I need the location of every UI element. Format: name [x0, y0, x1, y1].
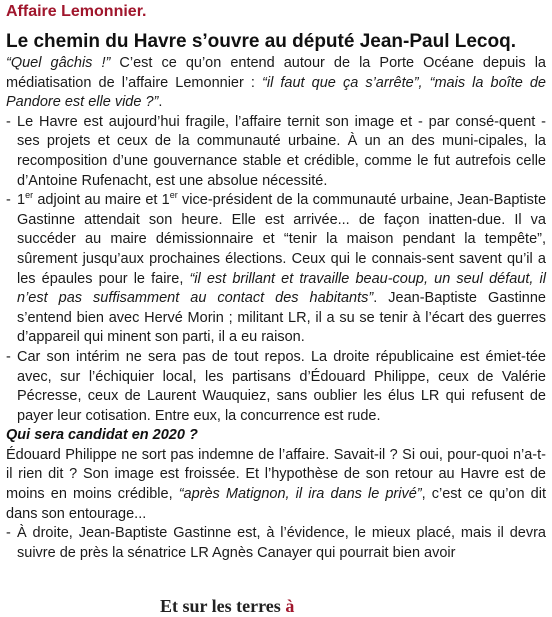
intro-text-2: .	[158, 94, 163, 111]
ordinal-suffix: er	[169, 190, 178, 201]
paragraph-2	[6, 446, 546, 524]
para-2-quote: “après Matignon, il ira dans le privé”	[178, 486, 422, 503]
cutoff-heading	[160, 596, 294, 617]
bullet-text-1: Le Havre est aujourd’hui fragile, l’affaire ternit son image et - par consé-quent - ses projets et ceux de la communauté urbaine. À un an des muni-cipales, la recomposition d’une gouvernance stable et crédible, comme le fut autrefois celle d’Antoine Rufenacht, est une absolue nécessité.	[17, 113, 546, 189]
bullet-dash: -	[6, 525, 11, 542]
bullet-paragraph-3	[6, 348, 546, 426]
bullet-2-text-a: adjoint au maire et 1	[33, 192, 170, 209]
para-2-text-a: Édouard Philippe ne sort pas indemne de l’affaire. Savait-il ? Si oui, pour-quoi n’a-t-il rien dit ? Son image est froissée. Et l’hypothèse de son retour au Havre est de moins en moins crédible,	[6, 446, 546, 503]
bullet-dash: -	[6, 192, 11, 209]
cutoff-text: Et sur les terres	[160, 596, 286, 616]
bullet-dash: -	[6, 113, 11, 130]
article-headline: Le chemin du Havre s’ouvre au député Jean-Paul Lecoq.	[6, 31, 516, 52]
cutoff-accent: à	[285, 596, 295, 616]
intro-quote-2: “il faut que ça s’arrête”, “mais la boîte de Pandore est elle vide ?”	[6, 74, 546, 111]
ordinal-suffix: er	[25, 190, 34, 201]
intro-quote-1: “Quel gâchis !”	[6, 55, 111, 71]
bullet-text-3: Car son intérim ne sera pas de tout repos. La droite républicaine est émiet-tée avec, sur l’échiquier local, les partisans d’Édouard Philippe, ceux de Valérie Pécresse, ceux de Laurent Wauquiez, sans oublier les élus LR qui refusent de payer leur cotisation. Entre eux, la concurrence est rude.	[17, 348, 546, 424]
bullet-paragraph-4	[6, 524, 546, 563]
bullet-2-text-c: . Jean-Baptiste Gastinne s’entend bien avec Hervé Morin ; militant LR, il a su se tenir à l’écart des guerres d’appareil qui minent son parti, il a eu raison.	[17, 290, 546, 346]
bullet-paragraph-2	[6, 191, 546, 348]
section-subheading: Qui sera candidat en 2020 ?	[6, 427, 198, 444]
bullet-text-2	[17, 191, 546, 348]
intro-text-1: C’est ce qu’on entend autour de la Porte Océane depuis la médiatisation de l’affaire Lemonnier :	[6, 55, 546, 91]
para-2-text-b: , c’est ce qu’on dit dans son entourage...	[6, 486, 546, 522]
bullet-text-4: À droite, Jean-Baptiste Gastinne est, à l’évidence, le mieux placé, mais il devra suivre de près la sénatrice LR Agnès Canayer qui pourrait bien avoir	[17, 525, 546, 561]
bullet-2-quote: “il est brillant et travaille beau-coup, un seul défaut, il n’est pas suffisamment au contact des habitants”	[17, 270, 546, 307]
article	[6, 3, 546, 563]
bullet-paragraph-1	[6, 113, 546, 191]
bullet-dash: -	[6, 348, 11, 365]
bullet-2-text-b: vice-président de la communauté urbaine, Jean-Baptiste Gastinne attendait son heure. Elle est arrivée... de façon inatten-due. Il va succéder au maire démissionnaire et “tenir la maison pendant la tempête”, sûrement jusqu’aux prochaines élections. Ceux qui le connais-sent savent qu’il a les épaules pour le faire,	[17, 192, 547, 287]
intro-paragraph	[6, 54, 546, 113]
article-kicker: Affaire Lemonnier.	[6, 3, 147, 20]
ordinal-number: 1	[17, 192, 26, 209]
